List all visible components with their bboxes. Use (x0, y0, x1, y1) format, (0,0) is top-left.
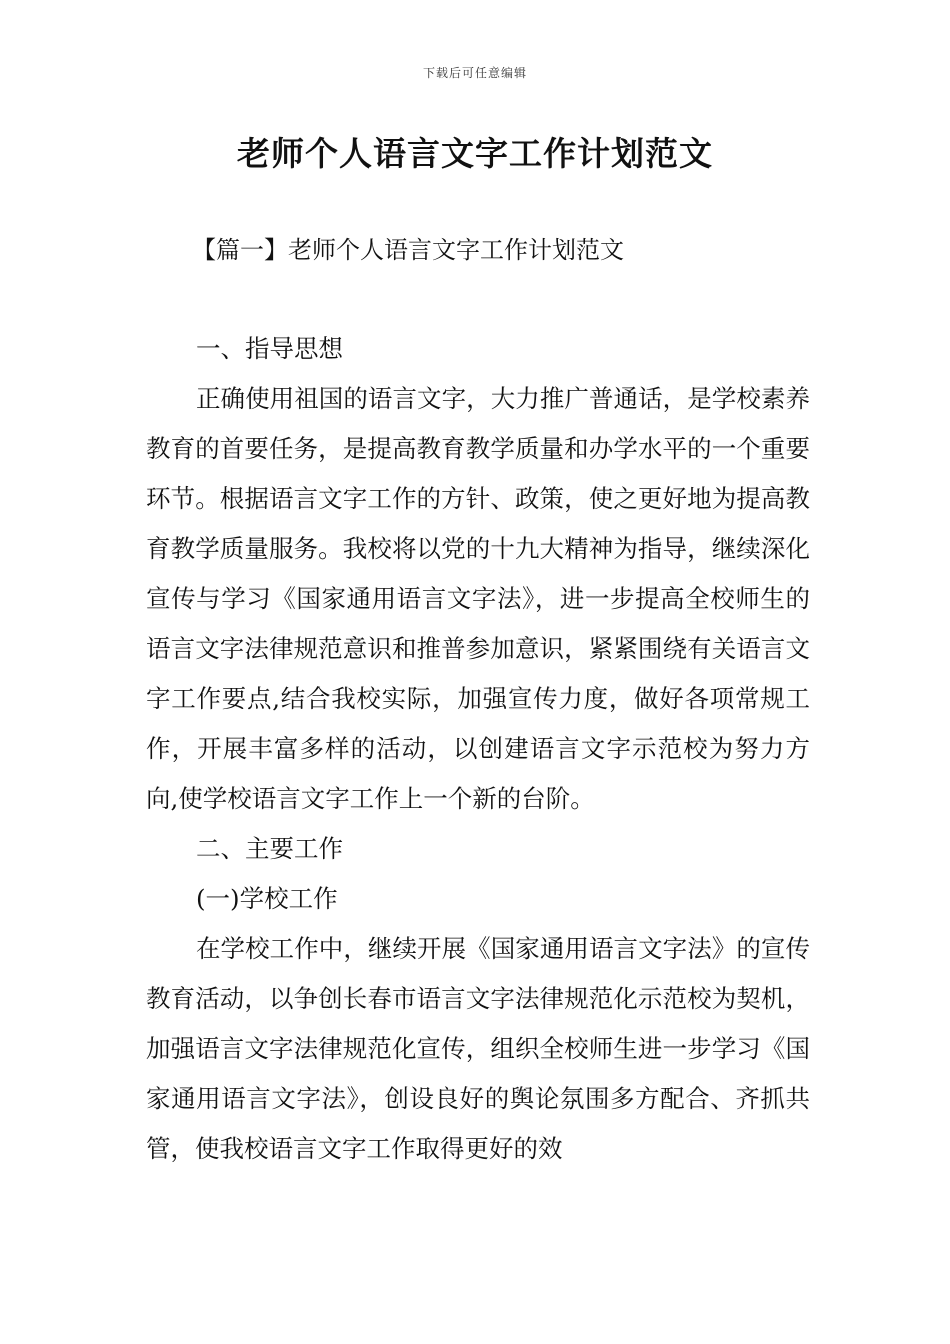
document-title: 老师个人语言文字工作计划范文 (237, 134, 713, 173)
heading-school-work: (一)学校工作 (196, 884, 338, 913)
section-heading: 【篇一】老师个人语言文字工作计划范文 (192, 236, 624, 264)
header-note: 下载后可任意编辑 (422, 66, 527, 80)
paragraph-guiding-ideology: 正确使用祖国的语言文字，大力推广普通话，是学校素养教育的首要任务，是提高教育教学质量和办学水平的一个重要环节。根据语言文字工作的方针、政策，使之更好地为提高教育教学质量服务。我校将以党的十九大精神为指导，继续深化宣传与学习《国家通用语言文字法》，进一步提高全校师生的语言文字法律规范意识和推普参加意识，紧紧围绕有关语言文字工作要点,结合我校实际，加强宣传力度，做好各项常规工作，开展丰富多样的活动，以创建语言文字示范校为努力方向,使学校语言文字工作上一个新的台阶。 (146, 384, 810, 813)
heading-guiding-ideology: 一、指导思想 (196, 334, 343, 363)
heading-main-work: 二、主要工作 (196, 834, 343, 863)
paragraph-school-work: 在学校工作中，继续开展《国家通用语言文字法》的宣传教育活动，以争创长春市语言文字法律规范化示范校为契机，加强语言文字法律规范化宣传，组织全校师生进一步学习《国家通用语言文字法》，创设良好的舆论氛围多方配合、齐抓共管，使我校语言文字工作取得更好的效 (146, 934, 810, 1163)
document-body (146, 324, 810, 1174)
